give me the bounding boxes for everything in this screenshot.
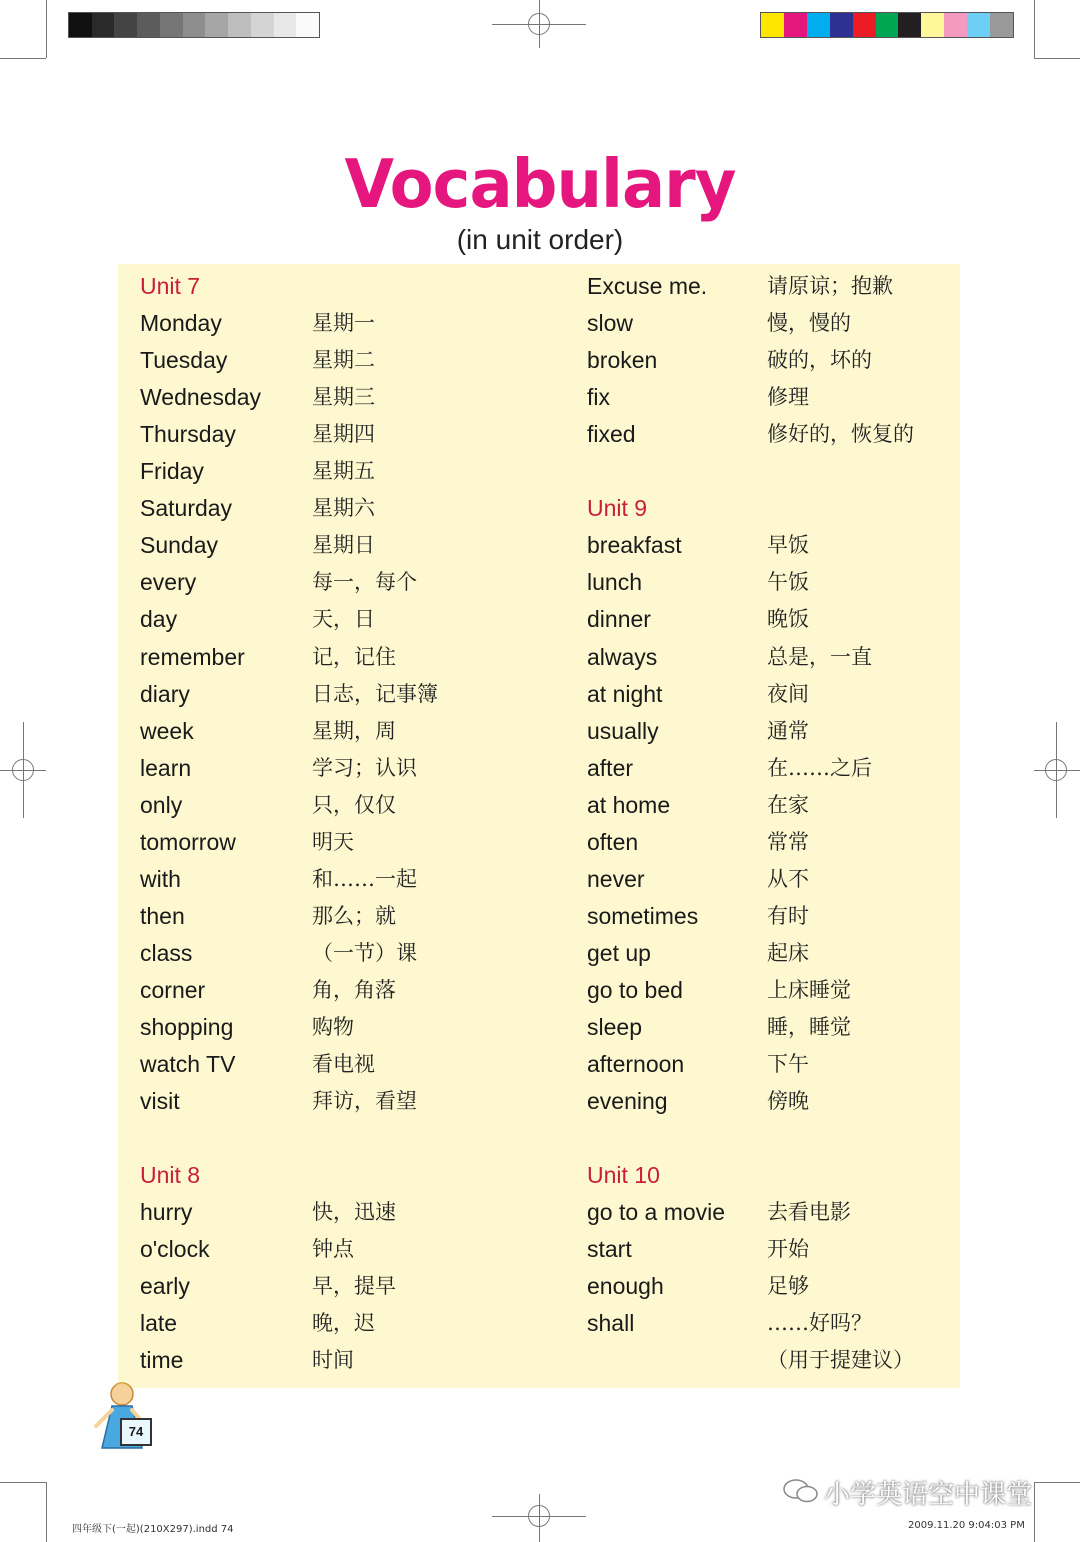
english-word: corner (140, 976, 206, 1003)
english-word: sleep (587, 1014, 642, 1040)
english-word: week (140, 717, 194, 744)
english-word: fixed (587, 421, 636, 448)
english-word: every (140, 569, 197, 596)
english-word: with (140, 865, 181, 892)
english-word: class (140, 939, 193, 966)
chinese-meaning: 总是，一直 (767, 644, 872, 669)
english-word: shopping (140, 1014, 234, 1040)
page-title: Vocabulary (344, 146, 736, 224)
english-word: never (587, 865, 645, 892)
english-word: usually (587, 717, 659, 744)
page-subtitle: (in unit order) (456, 224, 624, 255)
english-word: get up (587, 939, 651, 966)
english-word: Sunday (140, 532, 219, 559)
chinese-meaning: 请原谅；抱歉 (767, 274, 893, 298)
chinese-meaning: 拜访，看望 (312, 1089, 417, 1114)
english-word: diary (140, 680, 190, 707)
english-word: learn (140, 754, 192, 781)
english-word: time (140, 1347, 184, 1374)
english-word: fix (587, 384, 610, 411)
chinese-meaning: ……好吗？ (767, 1311, 872, 1336)
chinese-meaning: 时间 (312, 1348, 354, 1373)
chinese-meaning: 足够 (767, 1274, 809, 1299)
chinese-meaning: 上床睡觉 (767, 977, 851, 1002)
english-word: often (587, 828, 639, 855)
chinese-meaning: 起床 (767, 940, 809, 965)
chinese-meaning: 星期二 (312, 348, 375, 373)
english-word: Tuesday (140, 347, 228, 374)
english-word: afternoon (587, 1051, 685, 1078)
chinese-meaning: 星期六 (312, 496, 375, 521)
english-word: early (140, 1273, 190, 1300)
english-word: at home (587, 791, 671, 818)
chinese-meaning: 慢，慢的 (767, 311, 851, 336)
english-word: go to a movie (587, 1199, 726, 1226)
chinese-meaning: 晚饭 (767, 607, 809, 632)
chinese-meaning: （用于提建议） (767, 1348, 914, 1373)
chinese-meaning: 记，记住 (312, 644, 396, 669)
chinese-meaning: 在家 (767, 792, 809, 817)
watermark-text: 小学英语空中课堂 (824, 1480, 1033, 1510)
chinese-meaning: 早，提早 (312, 1274, 396, 1299)
english-word: then (140, 902, 185, 929)
english-word: hurry (140, 1199, 193, 1226)
english-word: Friday (140, 458, 204, 485)
unit-heading-label: Unit 9 (587, 495, 648, 522)
english-word: slow (587, 310, 634, 337)
chinese-meaning: 午饭 (767, 570, 809, 595)
english-word: watch TV (140, 1051, 236, 1078)
english-word: Saturday (140, 495, 233, 522)
chinese-meaning: 星期四 (312, 422, 375, 447)
color-calibration-bar (760, 12, 1014, 38)
chinese-meaning: 快，迅速 (312, 1200, 396, 1225)
chinese-meaning: 看电视 (312, 1052, 375, 1077)
english-word: visit (140, 1088, 180, 1115)
english-word: Excuse me. (587, 273, 708, 299)
grayscale-calibration-bar (68, 12, 320, 38)
english-word: o'clock (140, 1236, 210, 1263)
english-word: go to bed (587, 976, 683, 1003)
chinese-meaning: 修理 (767, 385, 809, 410)
chinese-meaning: 下午 (767, 1052, 809, 1077)
chinese-meaning: 学习；认识 (312, 755, 417, 780)
unit-heading-label: Unit 8 (140, 1162, 201, 1189)
chinese-meaning: 星期，周 (312, 718, 396, 743)
chinese-meaning: 角，角落 (312, 977, 396, 1002)
chinese-meaning: 常常 (767, 829, 809, 854)
chinese-meaning: 有时 (767, 903, 809, 928)
print-footer-right: 2009.11.20 9:04:03 PM (908, 1520, 1025, 1531)
page-number: 74 (120, 1418, 152, 1446)
chinese-meaning: 那么；就 (312, 903, 396, 928)
english-word: day (140, 606, 178, 633)
chinese-meaning: 睡，睡觉 (767, 1015, 851, 1039)
chinese-meaning: 星期五 (312, 459, 375, 484)
chinese-meaning: 只，仅仅 (312, 792, 396, 817)
print-footer-left: 四年级下(一起)(210X297).indd 74 (72, 1524, 234, 1535)
english-word: sometimes (587, 902, 699, 929)
unit-heading-label: Unit 7 (140, 273, 201, 299)
english-word: tomorrow (140, 828, 236, 855)
english-word: breakfast (587, 532, 682, 559)
chinese-meaning: 开始 (767, 1237, 809, 1262)
chinese-meaning: 从不 (767, 866, 809, 891)
english-word: Wednesday (140, 384, 262, 411)
english-word: only (140, 791, 183, 818)
english-word: after (587, 754, 634, 781)
chinese-meaning: 星期三 (312, 385, 375, 410)
english-word: Monday (140, 310, 222, 337)
chinese-meaning: 星期日 (312, 533, 375, 558)
chinese-meaning: 在……之后 (767, 755, 872, 780)
english-word: shall (587, 1310, 635, 1337)
chinese-meaning: 晚，迟 (312, 1311, 375, 1336)
chinese-meaning: 破的，坏的 (767, 348, 872, 373)
chinese-meaning: 天，日 (312, 607, 375, 632)
english-word: remember (140, 643, 245, 670)
english-word: enough (587, 1273, 664, 1300)
english-word: dinner (587, 606, 651, 633)
chinese-meaning: 明天 (312, 829, 354, 854)
english-word: always (587, 643, 658, 670)
chinese-meaning: 购物 (312, 1015, 354, 1039)
chinese-meaning: 日志，记事簿 (312, 681, 438, 706)
english-word: Thursday (140, 421, 236, 448)
english-word: broken (587, 347, 658, 374)
english-word: lunch (587, 569, 642, 596)
chinese-meaning: 星期一 (312, 311, 375, 336)
english-word: start (587, 1236, 632, 1263)
chinese-meaning: 夜间 (767, 681, 809, 706)
english-word: at night (587, 680, 663, 707)
unit-heading-label: Unit 10 (587, 1162, 660, 1189)
english-word: late (140, 1310, 178, 1337)
chinese-meaning: 每一，每个 (312, 570, 417, 595)
chinese-meaning: 去看电影 (767, 1200, 851, 1225)
chinese-meaning: 和……一起 (312, 866, 417, 891)
chinese-meaning: 修好的，恢复的 (767, 422, 914, 447)
chinese-meaning: 钟点 (312, 1237, 354, 1262)
chinese-meaning: 早饭 (767, 533, 809, 558)
chinese-meaning: 傍晚 (767, 1089, 809, 1114)
chinese-meaning: 通常 (767, 718, 809, 743)
chinese-meaning: （一节）课 (312, 940, 417, 965)
english-word: evening (587, 1088, 668, 1115)
